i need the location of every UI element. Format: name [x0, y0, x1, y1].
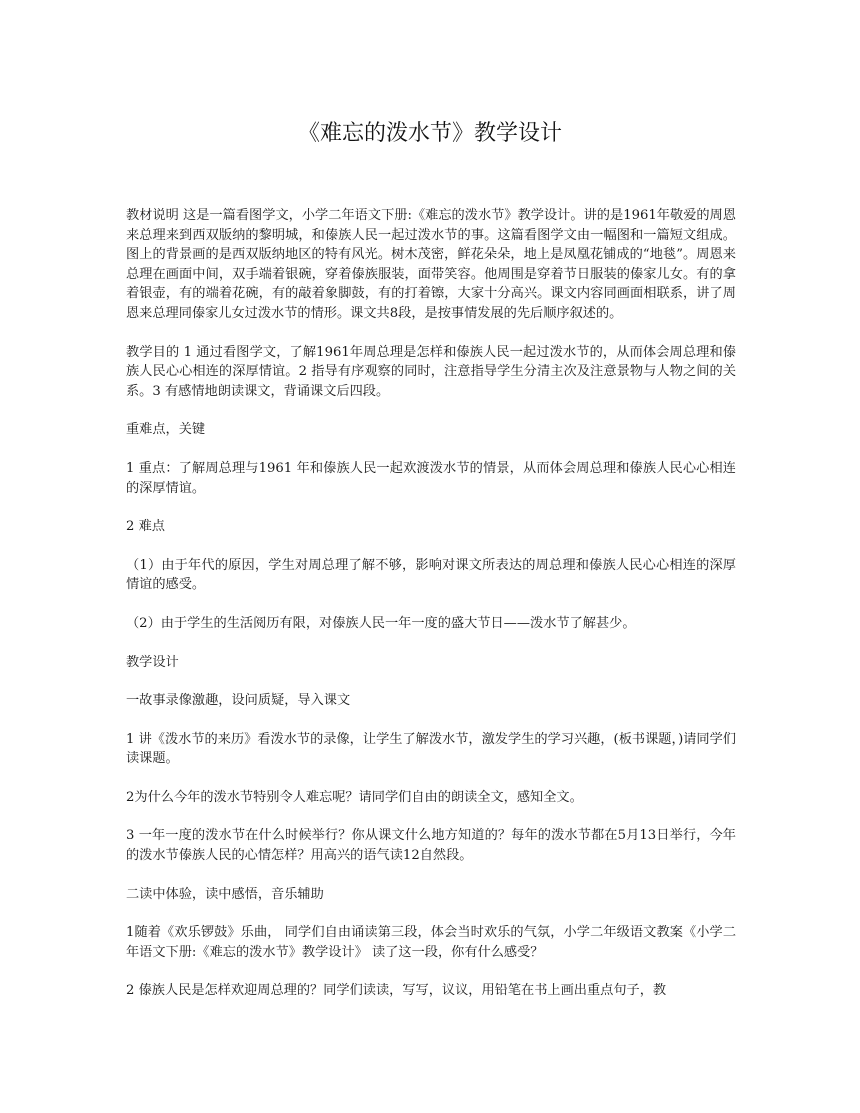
paragraph-key-point-1: 1 重点：了解周总理与1961 年和傣族人民一起欢渡泼水节的情景，从而体会周总理和傣族人民心心相连的深厚情谊。 [126, 460, 736, 496]
heading-section-one: 一故事录像激趣，设问质疑，导入课文 [126, 693, 351, 709]
document-body [126, 206, 736, 1020]
paragraph-step-1-3: 3 一年一度的泼水节在什么时候举行？你从课文什么地方知道的？每年的泼水节都在5月13日举行，今年的泼水节傣族人民的心情怎样？用高兴的语气读12自然段。 [126, 828, 736, 864]
heading-difficulties: 2 难点 [126, 519, 165, 535]
paragraph-step-2-2: 2 傣族人民是怎样欢迎周总理的？同学们读读，写写，议议，用铅笔在书上画出重点句子，教 [126, 983, 667, 999]
paragraph-teaching-objectives: 教学目的 1 通过看图学文，了解1961年周总理是怎样和傣族人民一起过泼水节的，从而体会周总理和傣族人民心心相连的深厚情谊。2 指导有序观察的同时，注意指导学生分清主次及注意景物与人物之间的关系。3 有感情地朗读课文，背诵课文后四段。 [126, 344, 736, 399]
paragraph-step-2-1: 1随着《欢乐锣鼓》乐曲， 同学们自由诵读第三段，体会当时欢乐的气氛，小学二年级语文教案《小学二年语文下册:《难忘的泼水节》教学设计》 读了这一段，你有什么感受？ [126, 925, 736, 960]
heading-section-two: 二读中体验，读中感悟，音乐辅助 [126, 886, 324, 902]
document-title: 《难忘的泼水节》教学设计 [297, 121, 562, 146]
paragraph-step-1-1: 1 讲《泼水节的来历》看泼水节的录像，让学生了解泼水节，激发学生的学习兴趣，(板书课题，)请同学们读课题。 [126, 731, 736, 767]
paragraph-difficulty-2: （2）由于学生的生活阅历有限，对傣族人民一年一度的盛大节日——泼水节了解甚少。 [126, 615, 636, 631]
paragraph-step-1-2: 2为什么今年的泼水节特别令人难忘呢？请同学们自由的朗读全文，感知全文。 [126, 789, 583, 805]
heading-key-points: 重难点，关键 [126, 422, 206, 438]
paragraph-material-description: 教材说明 这是一篇看图学文，小学二年语文下册:《难忘的泼水节》教学设计。讲的是1961年敬爱的周恩来总理来到西双版纳的黎明城，和傣族人民一起过泼水节的事。这篇看图学文由一幅图和一篇短文组成。图上的背景画的是西双版纳地区的特有风光。树木茂密，鲜花朵朵，地上是凤凰花铺成的“地毯”。周恩来总理在画面中间，双手端着银碗，穿着傣族服装，面带笑容。他周围是穿着节日服装的傣家儿女。有的拿着银壶，有的端着花碗，有的敲着象脚鼓，有的打着镲，大家十分高兴。课文内容同画面相联系，讲了周恩来总理同傣家儿女过泼水节的情形。课文共8段，是按事情发展的先后顺序叙述的。 [126, 208, 736, 321]
heading-teaching-design: 教学设计 [126, 654, 179, 670]
paragraph-difficulty-1: （1）由于年代的原因，学生对周总理了解不够，影响对课文所表达的周总理和傣族人民心心相连的深厚情谊的感受。 [126, 557, 736, 593]
